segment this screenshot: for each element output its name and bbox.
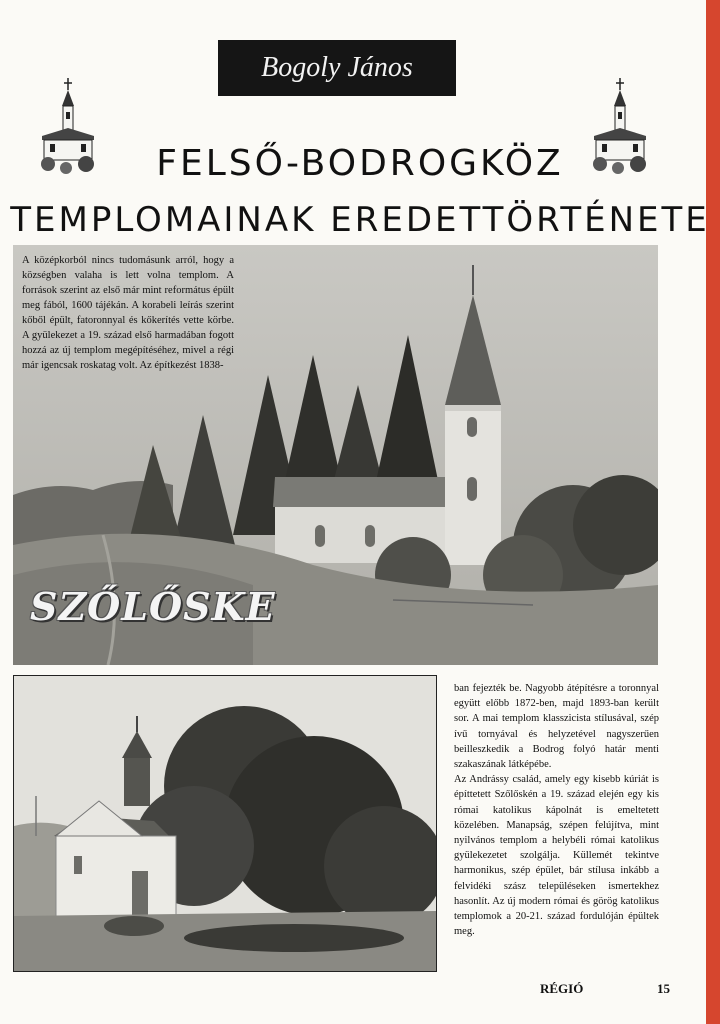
author-name: Bogoly János — [261, 52, 413, 83]
body-paragraph-2: Az Andrássy család, amely egy kisebb kúriát is építtetett Szőlőskén a 19. század elején egy kis római katolikus kápolnát is emeltetett közelében. Manapság, szépen felújítva, mint nyilvános templom a helybéli római katolikus gyülekezetet szolgálja. Küllemét tekintve harmonikus, szép épület, bár stílusa inkább a felvidéki szász településeken ismertekhez hasonlít. Az új modern római és görög katolikus templomok a 20-21. század fordulóján épültek meg. — [454, 774, 659, 938]
body-paragraph-1: ban fejezték be. Nagyobb átépítésre a toronnyal együtt előbb 1872-ben, majd 1893-ban került sor. A mai templom klasszicista stílusával, szép ívű tornyával és helyzetével nagyszerűen beilleszkedik a Bodrog folyó határ menti szakaszának látképébe. — [454, 683, 659, 771]
page-footer — [540, 981, 670, 997]
body-column — [454, 681, 659, 939]
author-label — [218, 40, 456, 96]
article-title-line2: TEMPLOMAINAK EREDETTÖRTÉNETE — [10, 200, 710, 240]
chapel-photo — [13, 675, 437, 972]
page-number: 15 — [657, 981, 670, 996]
magazine-name: RÉGIÓ — [540, 981, 584, 996]
intro-paragraph: A középkorból nincs tudomásunk arról, hogy a községben valaha is lett volna templom. A források szerint az első már mint református épült meg fából, 1600 tájékán. A korabeli leírás szerint kőből épült, fatoronnyal és kőkerítés vette körbe. A gyülekezet a 19. század első harmadában fogott hozzá az új templom megépítéséhez, mivel a régi már igencsak roskatag volt. Az építkezést 1838- — [22, 255, 234, 371]
place-name: SZŐLŐSKE — [30, 584, 276, 629]
article-title-line1: FELSŐ-BODROGKÖZ — [156, 143, 564, 184]
